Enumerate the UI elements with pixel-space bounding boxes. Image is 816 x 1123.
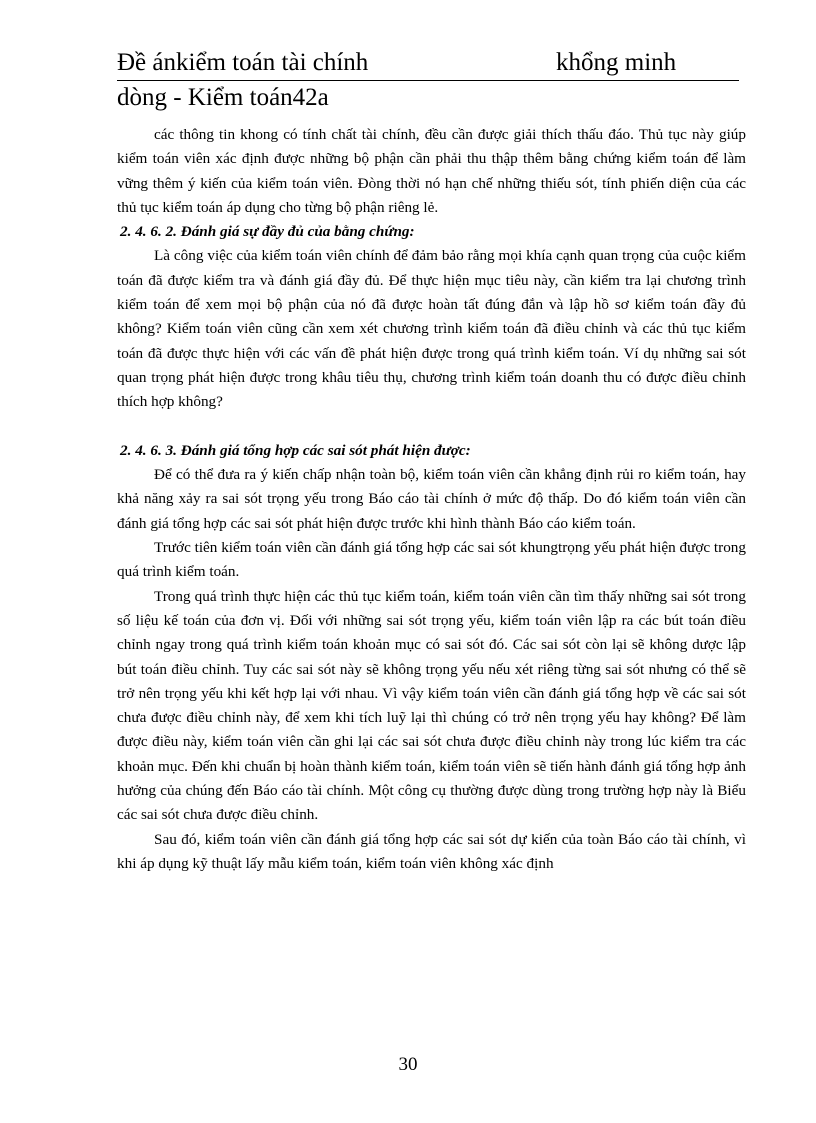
spacer — [117, 415, 746, 439]
paragraph-first-step: Trước tiên kiểm toán viên cần đánh giá tổng hợp các sai sót khungtrọng yếu phát hiện được trong quá trình kiểm toán. — [117, 539, 746, 581]
paragraph-projected-misstatements: Sau đó, kiểm toán viên cần đánh giá tổng hợp các sai sót dự kiến của toàn Báo cáo tài chính, vì khi áp dụng kỹ thuật lấy mẫu kiểm toán, kiểm toán viên không xác định — [117, 830, 746, 872]
header-title-line — [117, 46, 739, 81]
header-subtitle: dòng - Kiểm toán42a — [117, 84, 329, 111]
document-body — [117, 123, 746, 876]
page-header — [117, 46, 739, 115]
section-heading-2-4-6-3: 2. 4. 6. 3. Đánh giá tổng hợp các sai sót phát hiện được: — [120, 441, 471, 459]
paragraph-audit-risk: Để có thể đưa ra ý kiến chấp nhận toàn bộ, kiểm toán viên cần khẳng định rủi ro kiểm toán, hay khả năng xảy ra sai sót trọng yếu trong Báo cáo tài chính ở mức độ thấp. Do đó kiểm toán viên cần đánh giá tổng hợp các sai sót phát hiện được trước khi hình thành Báo cáo kiểm toán. — [117, 466, 746, 532]
header-author: khổng minh — [556, 49, 677, 76]
paragraph-continuation: các thông tin khong có tính chất tài chính, đều cần được giải thích thấu đáo. Thủ tục này giúp kiểm toán viên xác định được những bộ phận cần phải thu thập thêm bằng chứng kiểm toán để làm vững thêm ý kiến của kiểm toán viên. Đòng thời nó hạn chế những thiếu sót, tính phiến diện của các thủ tục kiểm toán áp dụng cho từng bộ phận riêng lẻ. — [117, 126, 746, 216]
paragraph-uncorrected-misstatements: Trong quá trình thực hiện các thủ tục kiểm toán, kiểm toán viên cần tìm thấy những sai sót trong số liệu kế toán của đơn vị. Đối với những sai sót trọng yếu, kiểm toán viên lập ra các bút toán điều chỉnh ngay trong quá trình kiểm toán khoản mục có sai sót đó. Các sai sót còn lại sẽ không dược lập bút toán điều chỉnh. Tuy các sai sót này sẽ không trọng yếu nếu xét riêng từng sai sót nhưng có thể sẽ trở nên trọng yếu khi kết hợp lại với nhau. Vì vậy kiểm toán viên cần đánh giá tổng hợp về các sai sót chưa được điều chỉnh này, để xem khi tích luỹ lại thì chúng có trở nên trọng yếu hay không? Để làm được điều này, kiểm toán viên cần ghi lại các sai sót chưa được điều chỉnh này trong lúc kiểm tra các khoản mục. Đến khi chuẩn bị hoàn thành kiểm toán, kiểm toán viên sẽ tiến hành đánh giá tổng hợp ảnh hưởng của chúng đến Báo cáo tài chính. Một công cụ thường được dùng trong trường hợp này là Biểu các sai sót chưa được điều chỉnh. — [117, 587, 746, 824]
page-number: 30 — [398, 1054, 418, 1075]
paragraph-evidence-sufficiency: Là công việc của kiểm toán viên chính để đảm bảo rằng mọi khía cạnh quan trọng của cuộc kiểm toán đã được kiểm tra và đánh giá đầy đủ. Để thực hiện mục tiêu này, cần kiểm tra lại chương trình kiểm toán để xem mọi bộ phận của nó đã được hoàn tất đúng đắn và lập hồ sơ kiểm toán đầy đủ không? Kiểm toán viên cũng cần xem xét chương trình kiểm toán đã điều chỉnh và các thủ tục kiểm toán đã được thực hiện với các vấn đề phát hiện được trong quá trình kiểm toán. Ví dụ những sai sót quan trọng phát hiện được trong khâu tiêu thụ, chương trình kiểm toán doanh thu có được điều chỉnh thích hợp không? — [117, 247, 746, 411]
header-document-title: Đề ánkiểm toán tài chính — [117, 49, 369, 76]
section-heading-2-4-6-2: 2. 4. 6. 2. Đánh giá sự đầy đủ của bằng chứng: — [120, 223, 415, 241]
